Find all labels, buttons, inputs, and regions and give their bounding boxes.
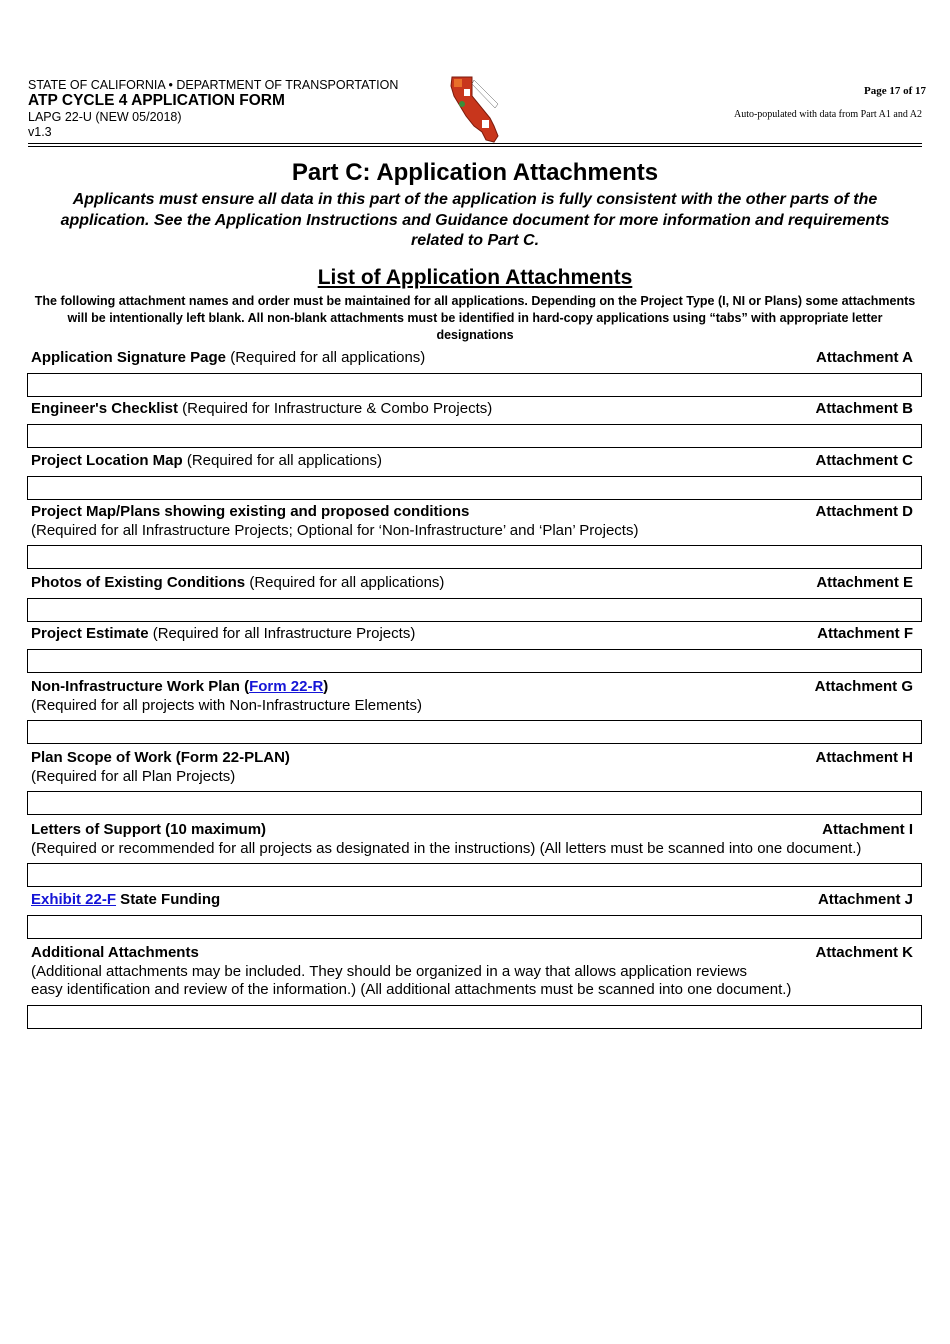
attachment-d	[27, 503, 922, 569]
attachment-name-suffix: )	[323, 678, 329, 695]
attachment-letter: Attachment B	[815, 400, 913, 417]
attachment-j	[27, 891, 922, 939]
attachment-g-field[interactable]	[27, 720, 922, 744]
attachment-requirement: (Required or recommended for all projects as designated in the instructions) (All letters must be scanned into one document.)	[31, 839, 862, 857]
attachment-letter: Attachment D	[815, 503, 913, 520]
form-header	[28, 78, 398, 140]
attachment-name: Application Signature Page	[31, 349, 227, 366]
agency-name: STATE OF CALIFORNIA • DEPARTMENT OF TRANSPORTATION	[28, 78, 399, 92]
attachment-name: Letters of Support (10 maximum)	[31, 821, 267, 838]
attachment-a-field[interactable]	[27, 373, 922, 397]
attachment-e-field[interactable]	[27, 598, 922, 622]
attachment-name-suffix: State Funding	[116, 891, 221, 908]
attachment-h-field[interactable]	[27, 791, 922, 815]
exhibit-22-f-link[interactable]: Exhibit 22-F	[31, 891, 117, 908]
attachment-name: Project Map/Plans showing existing and proposed conditions	[31, 503, 470, 520]
intro-text: Applicants must ensure all data in this part of the application is fully consistent with the other parts of the application. See the Application Instructions and Guidance document for more information and requirements related to Part C.	[60, 191, 890, 249]
attachment-letter: Attachment K	[815, 944, 913, 961]
attachment-requirement: (Required for all Infrastructure Projects)	[148, 625, 416, 642]
attachment-letter: Attachment I	[822, 821, 913, 838]
attachment-letter: Attachment H	[815, 749, 913, 766]
attachment-letter: Attachment J	[817, 891, 913, 908]
attachment-requirement-cont: easy identification and review of the information.) (All additional attachments must be scanned into one document.)	[31, 981, 792, 998]
atp-logo-icon	[448, 74, 504, 144]
form-number: LAPG 22-U (NEW 05/2018)	[28, 110, 182, 124]
form-version: v1.3	[28, 125, 52, 139]
attachment-requirement: (Required for all applications)	[245, 574, 445, 591]
attachment-requirement: (Required for all projects with Non-Infrastructure Elements)	[31, 696, 422, 714]
attachment-name: Project Location Map	[31, 452, 183, 469]
attachment-name: Engineer's Checklist	[31, 400, 178, 417]
page-number: Page 17 of 17	[863, 85, 926, 97]
auto-populated-note: Auto-populated with data from Part A1 and A2	[733, 109, 922, 120]
attachment-a	[27, 349, 922, 397]
attachment-letter: Attachment E	[816, 574, 913, 591]
attachment-requirement: (Additional attachments may be included. They should be organized in a way that allows application reviews	[31, 962, 747, 980]
attachment-requirement: (Required for all Plan Projects)	[31, 767, 236, 785]
attachment-k	[27, 944, 922, 1029]
list-title: List of Application Attachments	[317, 266, 633, 289]
attachment-requirement: (Required for all Infrastructure Projects; Optional for ‘Non-Infrastructure’ and ‘Plan’ Projects)	[31, 521, 639, 539]
attachment-requirement: (Required for all applications)	[226, 349, 426, 366]
attachment-name: Non-Infrastructure Work Plan (	[31, 678, 250, 695]
list-description: The following attachment names and order must be maintained for all applications. Depending on the Project Type (I, NI or Plans) some attachments will be intentionally left blank. All non-blank attachments must be identified in hard-copy applications using “tabs” with appropriate letter designations	[34, 294, 916, 342]
attachment-f	[27, 625, 922, 673]
attachment-i	[27, 821, 922, 887]
header-divider	[28, 146, 922, 147]
attachment-b-field[interactable]	[27, 424, 922, 448]
attachment-b	[27, 400, 922, 448]
attachment-c	[27, 452, 922, 500]
attachment-letter: Attachment A	[816, 349, 913, 366]
attachment-letter: Attachment G	[814, 678, 913, 695]
attachment-i-field[interactable]	[27, 863, 922, 887]
attachment-name: Plan Scope of Work (Form 22-PLAN)	[31, 749, 290, 766]
attachment-c-field[interactable]	[27, 476, 922, 500]
attachment-h	[27, 749, 922, 815]
attachment-requirement: (Required for all applications)	[182, 452, 382, 469]
attachment-g	[27, 678, 922, 744]
attachment-e	[27, 574, 922, 622]
form-title: ATP CYCLE 4 APPLICATION FORM	[28, 92, 285, 109]
attachment-f-field[interactable]	[27, 649, 922, 673]
attachment-name: Photos of Existing Conditions	[31, 574, 246, 591]
attachment-letter: Attachment C	[815, 452, 913, 469]
attachment-letter: Attachment F	[817, 625, 913, 642]
attachment-j-field[interactable]	[27, 915, 922, 939]
part-title: Part C: Application Attachments	[291, 159, 659, 186]
attachment-k-field[interactable]	[27, 1005, 922, 1029]
attachment-name: Additional Attachments	[31, 944, 199, 961]
header-divider	[28, 143, 922, 144]
attachment-d-field[interactable]	[27, 545, 922, 569]
attachment-requirement: (Required for Infrastructure & Combo Projects)	[177, 400, 493, 417]
attachment-name: Project Estimate	[31, 625, 149, 642]
form-22-r-link[interactable]: Form 22-R	[249, 678, 324, 695]
